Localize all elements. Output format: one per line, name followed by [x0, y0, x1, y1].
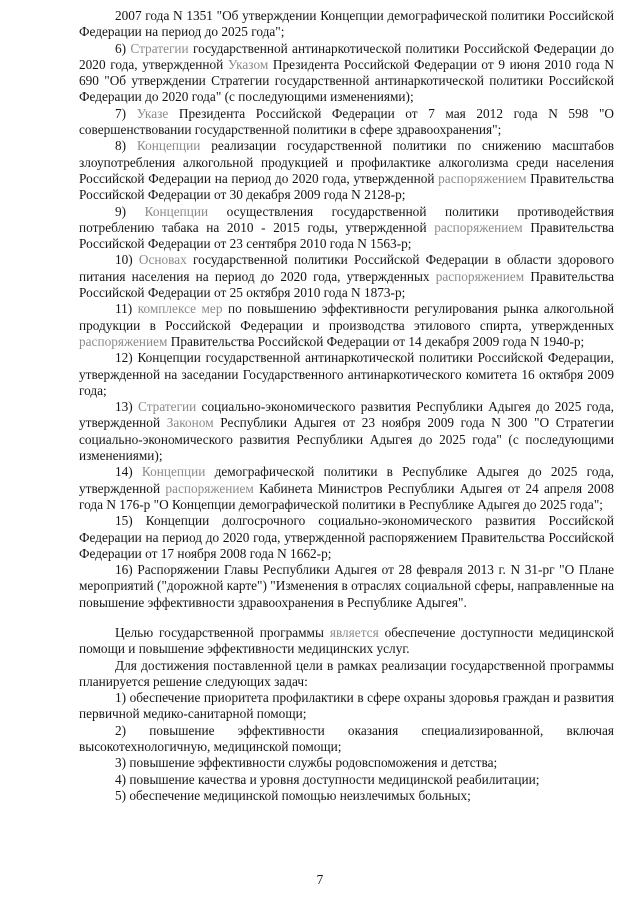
paragraph-text: осуществления государственной политики противодействия потреблению табака на 2010 - 2015 годы, утвержденной: [79, 203, 614, 235]
paragraph-text: 4) повышение качества и уровня доступности медицинской реабилитации;: [115, 771, 540, 787]
page-number: 7: [316, 872, 324, 887]
hyperlink-text[interactable]: Концепции: [141, 464, 206, 480]
paragraph-p-intro: [79, 8, 614, 41]
paragraph-text: государственной политики Российской Федерации в области здорового питания населения на период до 2020 года, утвержденных: [79, 252, 614, 284]
hyperlink-text[interactable]: Концепции: [144, 203, 209, 219]
paragraph-p11: [79, 301, 614, 350]
hyperlink-text[interactable]: Законом: [166, 415, 214, 431]
hyperlink-text[interactable]: распоряжением: [434, 219, 523, 235]
paragraph-text: Правительства Российской Федерации от 30 декабря 2009 года N 2128-р;: [79, 170, 614, 203]
paragraph-text: социально-экономического развития Республики Адыгея до 2025 года, утвержденной: [79, 399, 614, 431]
paragraph-text: Правительства Российской Федерации от 14 декабря 2009 года N 1940-р;: [167, 333, 585, 349]
paragraph-text: государственной антинаркотической политики Российской Федерации до 2020 года, утвержденной: [79, 40, 614, 72]
hyperlink-text[interactable]: распоряжением: [435, 268, 525, 284]
paragraph-text: Президента Российской Федерации от 9 июня 2010 года N 690 "Об утверждении Стратегии государственной антинаркотической политики Российской Федерации до 2020 года" (с последующими изменениями);: [79, 56, 614, 105]
paragraph-t2: [79, 723, 614, 756]
hyperlink-text[interactable]: Концепции: [136, 138, 201, 154]
hyperlink-text[interactable]: Стратегии: [138, 399, 197, 415]
paragraph-t4: [79, 772, 614, 788]
paragraph-text: 3) повышение эффективности службы родовспоможения и детства;: [115, 755, 498, 771]
paragraph-text: 1) обеспечение приоритета профилактики в сфере охраны здоровья граждан и развития первичной медико-санитарной помощи;: [79, 690, 614, 722]
paragraph-text: по повышению эффективности регулирования рынка алкогольной продукции в Российской Федерации и производства этилового спирта, утвержденных: [79, 301, 614, 333]
paragraph-text: 13): [115, 399, 138, 415]
paragraph-text: 9): [115, 203, 145, 219]
hyperlink-text[interactable]: Основах: [138, 252, 187, 268]
paragraph-text: 14): [115, 464, 142, 480]
paragraph-text: Кабинета Министров Республики Адыгея от 24 апреля 2008 года N 176-р "О Концепции демографической политики в Республике Адыгея до 2025 года";: [79, 480, 614, 512]
paragraph-text: реализации государственной политики по снижению масштабов злоупотребления алкогольной продукцией и профилактике алкоголизма среди населения Российской Федерации на период до 2020 года, утвержденной: [79, 138, 615, 186]
paragraph-p6: [79, 41, 614, 106]
paragraph-p10: [79, 252, 614, 301]
paragraph-text: 2007 года N 1351 "Об утверждении Концепции демографической политики Российской Федерации на период до 2025 года";: [79, 8, 614, 40]
paragraph-text: 16) Распоряжении Главы Республики Адыгея от 28 февраля 2013 г. N 31-рг "О Плане мероприятий ("дорожной карте") "Изменения в отраслях социальной сферы, направленные на повышение эффективности здравоохранения в Республике Адыгея".: [79, 562, 614, 610]
paragraph-text: обеспечение доступности медицинской помощи и повышение эффективности медицинских услуг.: [79, 624, 615, 657]
paragraph-text: 11): [115, 301, 138, 317]
hyperlink-text[interactable]: комплексе мер: [137, 301, 223, 317]
hyperlink-text[interactable]: Указе: [136, 105, 169, 121]
paragraph-text: Правительства Российской Федерации от 23 сентября 2010 года N 1563-р;: [79, 219, 614, 252]
paragraph-text: Правительства Российской Федерации от 25 октября 2010 года N 1873-р;: [79, 268, 614, 301]
paragraph-text: 2) повышение эффективности оказания специализированной, включая высокотехнологичную, медицинской помощи;: [79, 722, 614, 755]
paragraph-p14: [79, 464, 614, 513]
paragraph-text: Республики Адыгея от 23 ноября 2009 года N 300 "О Стратегии социально-экономического развития Республики Адыгея до 2025 года" (с последующими изменениями);: [79, 415, 614, 464]
paragraph-text: демографической политики в Республике Адыгея до 2025 года, утвержденной: [79, 464, 614, 496]
paragraph-p13: [79, 399, 614, 464]
paragraph-text: Президента Российской Федерации от 7 мая 2012 года N 598 "О совершенствовании государственной политики в сфере здравоохранения";: [79, 105, 614, 138]
paragraph-p12: [79, 350, 614, 399]
hyperlink-text[interactable]: Стратегии: [130, 40, 189, 56]
document-body: [79, 8, 614, 804]
hyperlink-text[interactable]: распоряжением: [165, 480, 254, 496]
hyperlink-text[interactable]: является: [329, 624, 379, 640]
hyperlink-text[interactable]: распоряжением: [438, 170, 527, 186]
paragraph-t5: [79, 788, 614, 804]
paragraph-text: 5) обеспечение медицинской помощью неизлечимых больных;: [115, 787, 471, 803]
paragraph-text: Для достижения поставленной цели в рамках реализации государственной программы планируется решение следующих задач:: [79, 657, 614, 689]
paragraph-text: 8): [115, 138, 137, 154]
paragraph-text: 12) Концепции государственной антинаркотической политики Российской Федерации, утвержденной на заседании Государственного антинаркотического комитета 16 октября 2009 года;: [79, 350, 614, 398]
paragraph-text: Целью государственной программы: [115, 624, 330, 640]
hyperlink-text[interactable]: распоряжением: [79, 333, 168, 349]
paragraph-p-goal: [79, 625, 614, 658]
hyperlink-text[interactable]: Указом: [227, 56, 269, 72]
paragraph-t1: [79, 690, 614, 723]
paragraph-text: 7): [115, 105, 137, 121]
paragraph-p8: [79, 138, 614, 203]
paragraph-text: 15) Концепции долгосрочного социально-экономического развития Российской Федерации на период до 2020 года, утвержденной распоряжением Правительства Российской Федерации от 17 ноября 2008 года N 1662-р;: [79, 513, 614, 561]
paragraph-p7: [79, 106, 614, 139]
paragraph-t3: [79, 755, 614, 771]
paragraph-p9: [79, 204, 614, 253]
paragraph-p16: [79, 562, 614, 611]
paragraph-p15: [79, 513, 614, 562]
paragraph-text: 6): [115, 40, 131, 56]
paragraph-p-tasks: [79, 658, 614, 691]
paragraph-text: 10): [115, 252, 139, 268]
